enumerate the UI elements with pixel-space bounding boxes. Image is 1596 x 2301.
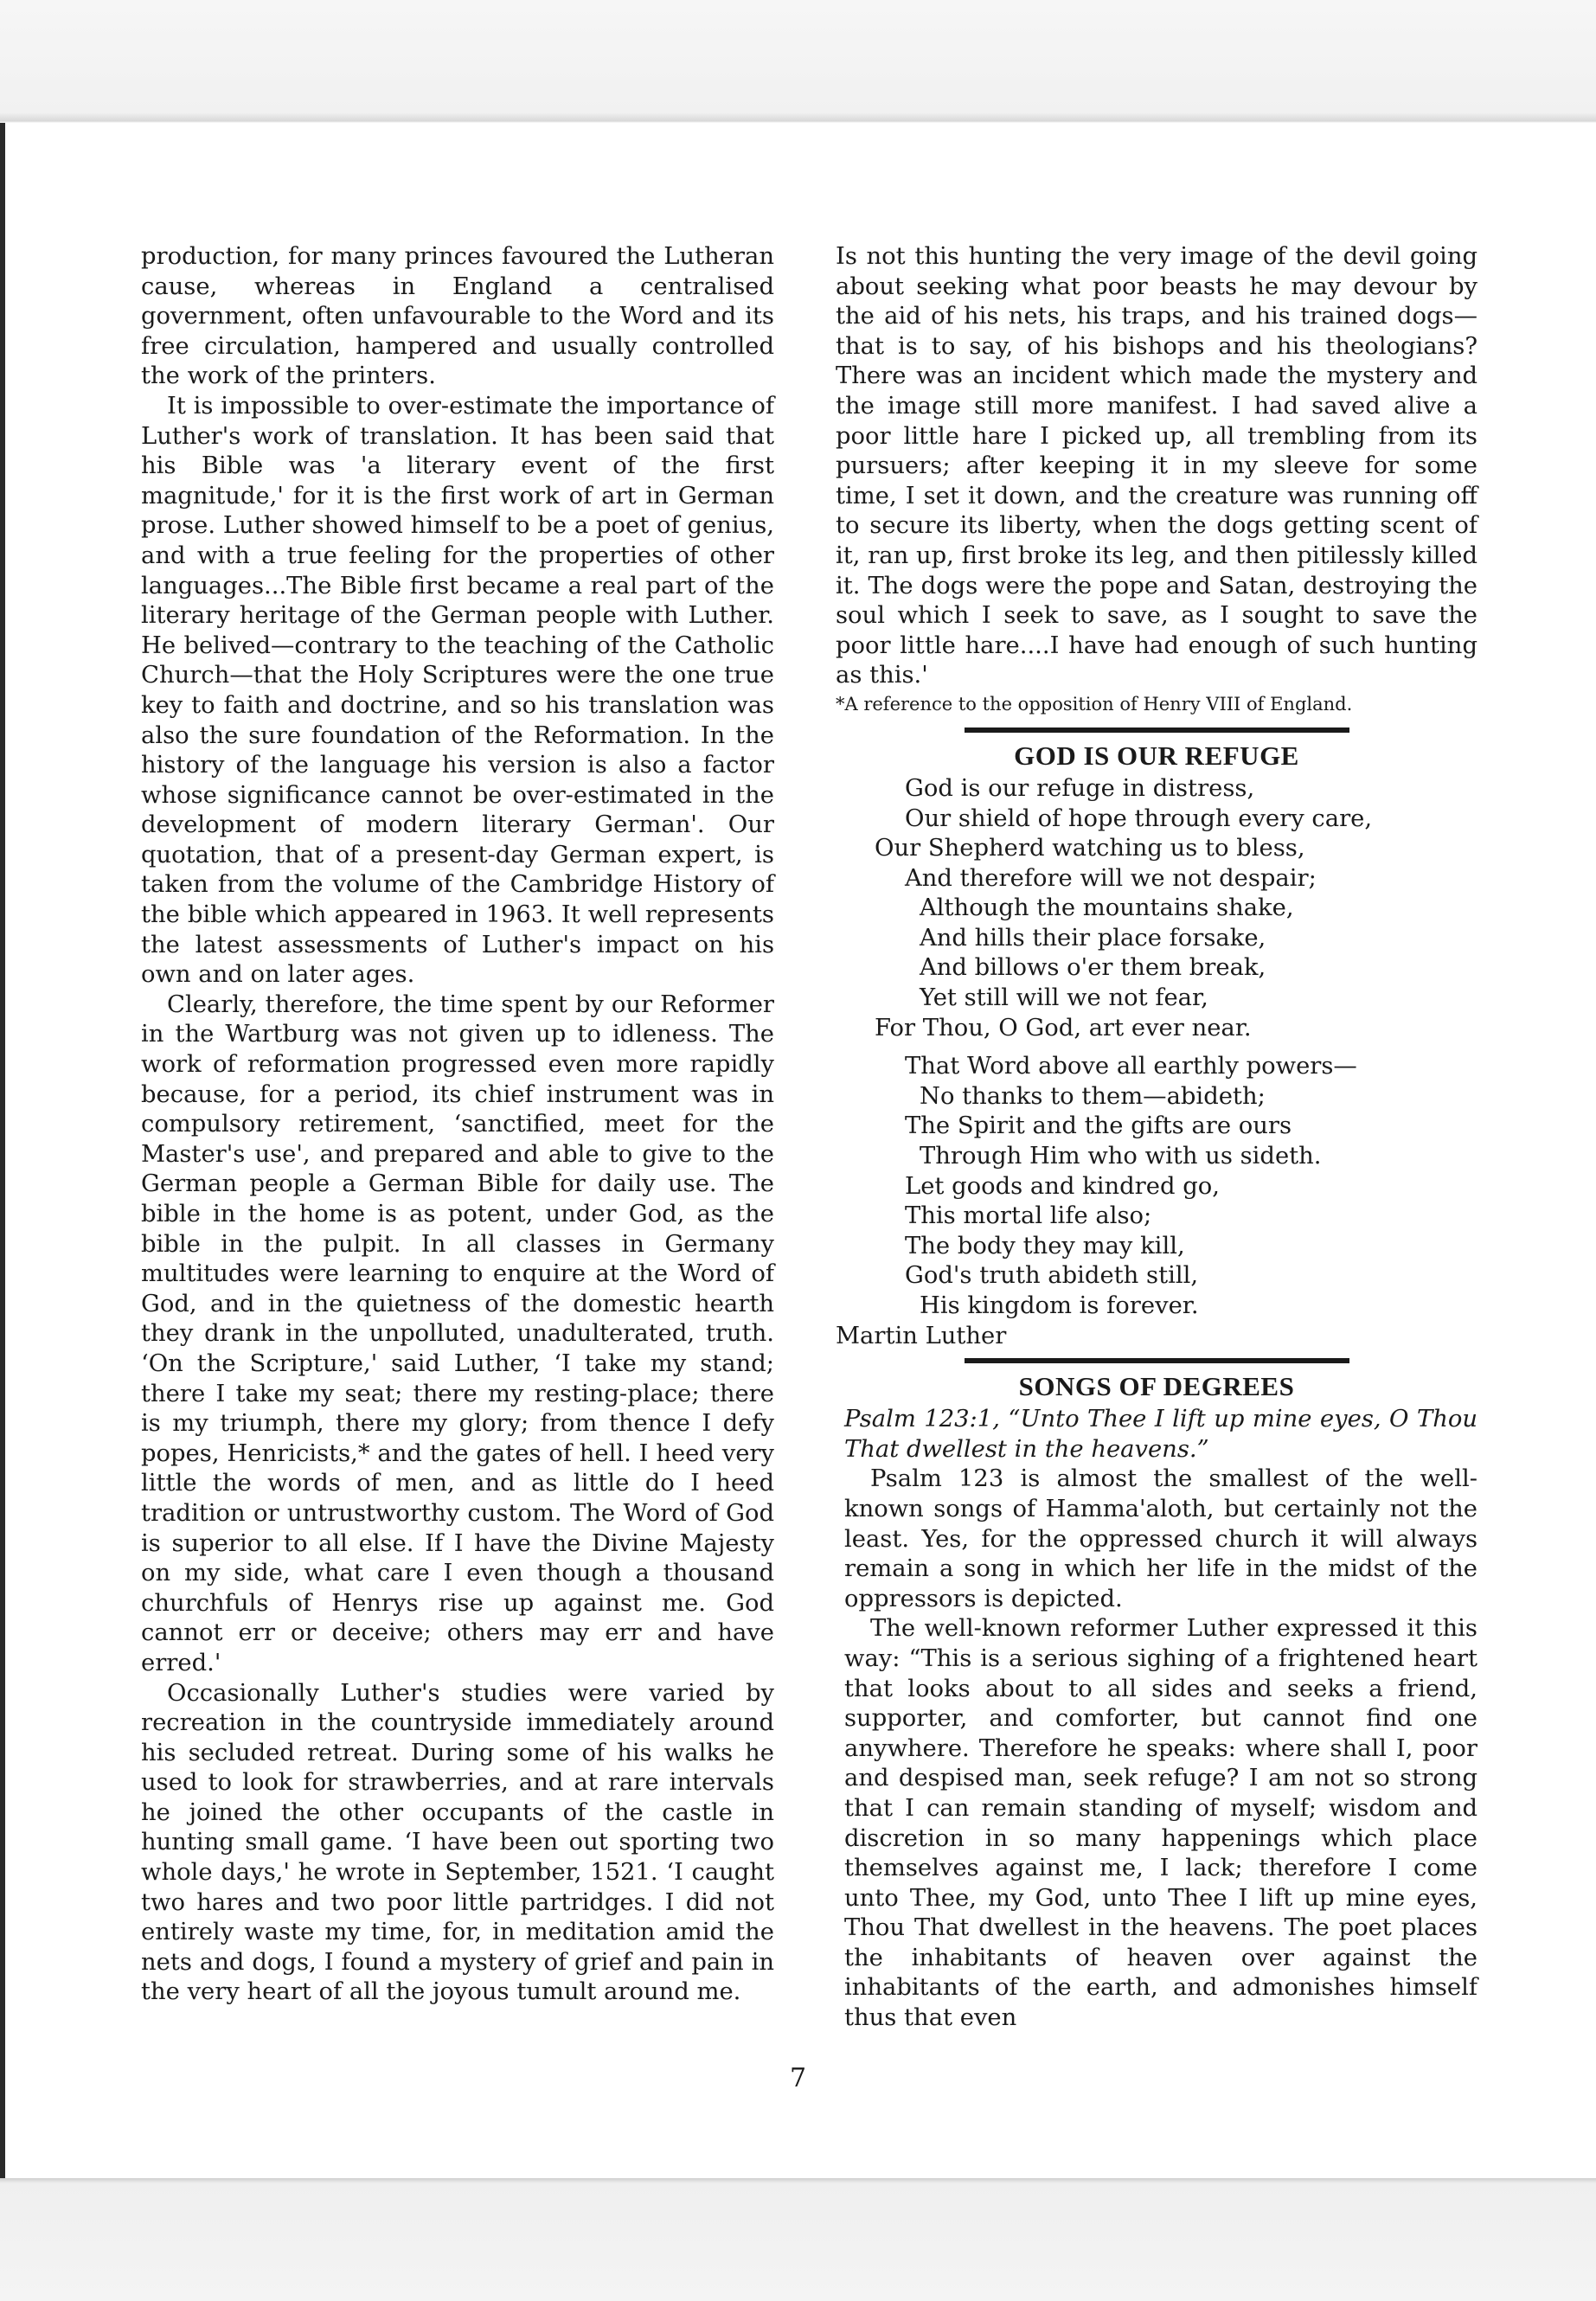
hymn-line: Although the mountains shake, bbox=[920, 894, 1294, 922]
hymn-line: The Spirit and the gifts are ours bbox=[905, 1112, 1292, 1140]
left-paragraph-3: Clearly, therefore, the time spent by our Reformer in the Wartburg was not given up to idleness. The work of reformation progressed even more rapidly because, for a period, its chief instrument was in compulsory retirement, ‘sanctified, meet for the Master's use', and prepared and able to give to the German people a German Bible for daily use. The bible in the home is as potent, under God, as the bible in the pulpit. In all classes in Germany multitudes were learning to enquire at the Word of God, and in the quietness of the domestic hearth they drank in the unpolluted, unadulterated, truth. ‘On the Scripture,' said Luther, ‘I take my stand; there I take my seat; there my resting-place; there is my triumph, there my glory; from thence I defy popes, Henricists,* and the gates of hell. I heed very little the words of men, and as little do I heed tradition or untrustworthy custom. The Word of God is superior to all else. If I have the Divine Majesty on my side, what care I even though a thousand churchfuls of Henrys rise up against me. God cannot err or deceive; others may err and have erred.' bbox=[141, 990, 774, 1676]
hymn-line: This mortal life also; bbox=[905, 1202, 1152, 1230]
hymn-line: Through Him who with us sideth. bbox=[920, 1143, 1322, 1170]
hymn-line: That Word above all earthly powers— bbox=[905, 1053, 1357, 1080]
footnote: *A reference to the opposition of Henry VIII of England. bbox=[836, 693, 1353, 715]
psalm-reference: Psalm 123:1, “Unto Thee I lift up mine eyes, O Thou That dwellest in the heavens.” bbox=[844, 1406, 1477, 1463]
hymn-line: Yet still will we not fear, bbox=[920, 984, 1208, 1012]
hymn-line: Our Shepherd watching us to bless, bbox=[875, 835, 1305, 862]
songs-paragraph-2: The well-known reformer Luther expressed it this way: “This is a serious sighing of a frightened heart that looks about to all sides and seeks a friend, supporter, and comforter, but cannot find one anywhere. Therefore he speaks: where shall I, poor and despised man, seek refuge? I am not so strong that I can remain standing of myself; wisdom and discretion in so many happenings which place themselves against me, I lack; therefore I come unto Thee, my God, unto Thee I lift up mine eyes, Thou That dwellest in the heavens. The poet places the inhabitants of heaven over against the inhabitants of the earth, and admonishes himself thus that even bbox=[844, 1615, 1477, 2032]
scan-bottom-margin bbox=[0, 2178, 1596, 2301]
left-column bbox=[141, 242, 774, 2008]
scan-top-margin bbox=[0, 0, 1596, 123]
hymn-line: And therefore will we not despair; bbox=[905, 864, 1317, 892]
right-column bbox=[836, 242, 1477, 2034]
hymn-title: GOD IS OUR REFUGE bbox=[1014, 740, 1299, 771]
left-paragraph-2: It is impossible to over-estimate the importance of Luther's work of translation. It has been said that his Bible was 'a literary event of the first magnitude,' for it is the first work of art in German prose. Luther showed himself to be a poet of genius, and with a true feeling for the properties of other languages...The Bible first became a real part of the literary heritage of the German people with Luther. He belived—contrary to the teaching of the Catholic Church—that the Holy Scriptures were the one true key to faith and doctrine, and so his translation was also the sure foundation of the Reformation. In the history of the language his version is also a factor whose significance cannot be over-estimated in the development of modern literary German'. Our quotation, that of a present-day German expert, is taken from the volume of the Cambridge History of the bible which appeared in 1963. It well represents the latest assessments of Luther's impact on his own and on later ages. bbox=[141, 392, 774, 989]
hymn-line: And billows o'er them break, bbox=[920, 954, 1266, 982]
hymn-line: For Thou, O God, art ever near. bbox=[875, 1014, 1252, 1042]
hymn-author: Martin Luther bbox=[836, 1322, 1007, 1349]
left-paragraph-4: Occasionally Luther's studies were varied by recreation in the countryside immediately around his secluded retreat. During some of his walks he used to look for strawberries, and at rare intervals he joined the other occupants of the castle in hunting small game. ‘I have been out sporting two whole days,' he wrote in September, 1521. ‘I caught two hares and two poor little partridges. I did not entirely waste my time, for, in meditation amid the nets and dogs, I found a mystery of grief and pain in the very heart of all the joyous tumult around me. bbox=[141, 1679, 774, 2006]
hymn-line: And hills their place forsake, bbox=[920, 924, 1266, 952]
hymn-stanza-1 bbox=[836, 774, 1477, 1043]
songs-paragraph-1: Psalm 123 is almost the smallest of the well-known songs of Hamma'aloth, but certainly not the least. Yes, for the oppressed church it will always remain a song in which her life in the midst of the oppressors is depicted. bbox=[844, 1465, 1477, 1612]
section-divider bbox=[965, 1358, 1349, 1363]
section-divider bbox=[965, 727, 1349, 733]
scan-left-edge bbox=[0, 123, 5, 2182]
hymn-line: Let goods and kindred go, bbox=[905, 1172, 1220, 1200]
hymn-stanza-2 bbox=[836, 1052, 1477, 1321]
hymn-line: The body they may kill, bbox=[905, 1232, 1185, 1259]
hymn-line: God's truth abideth still, bbox=[905, 1262, 1199, 1290]
songs-title: SONGS OF DEGREES bbox=[1018, 1371, 1295, 1402]
hymn-line: God is our refuge in distress, bbox=[905, 774, 1255, 802]
hymn-line: His kingdom is forever. bbox=[920, 1292, 1199, 1319]
hymn-line: Our shield of hope through every care, bbox=[905, 804, 1373, 832]
page-number: 7 bbox=[789, 2063, 807, 2093]
stanza-gap bbox=[836, 1043, 1477, 1052]
hymn-line: No thanks to them—abideth; bbox=[920, 1082, 1266, 1110]
right-opening-paragraph: Is not this hunting the very image of the devil going about seeking what poor beasts he may devour by the aid of his nets, his traps, and his trained dogs—that is to say, of his bishops and his theologians? There was an incident which made the mystery and the image still more manifest. I had saved alive a poor little hare I picked up, all trembling from its pursuers; after keeping it in my sleeve for some time, I set it down, and the creature was running off to secure its liberty, when the dogs getting scent of it, ran up, first broke its leg, and then pitilessly killed it. The dogs were the pope and Satan, destroying the soul which I seek to save, as I sought to save the poor little hare....I have had enough of such hunting as this.' bbox=[836, 243, 1477, 689]
songs-body bbox=[836, 1465, 1477, 2033]
left-paragraph-1: production, for many princes favoured the Lutheran cause, whereas in England a centralised government, often unfavourable to the Word and its free circulation, hampered and usually controlled the work of the printers. bbox=[141, 243, 774, 390]
